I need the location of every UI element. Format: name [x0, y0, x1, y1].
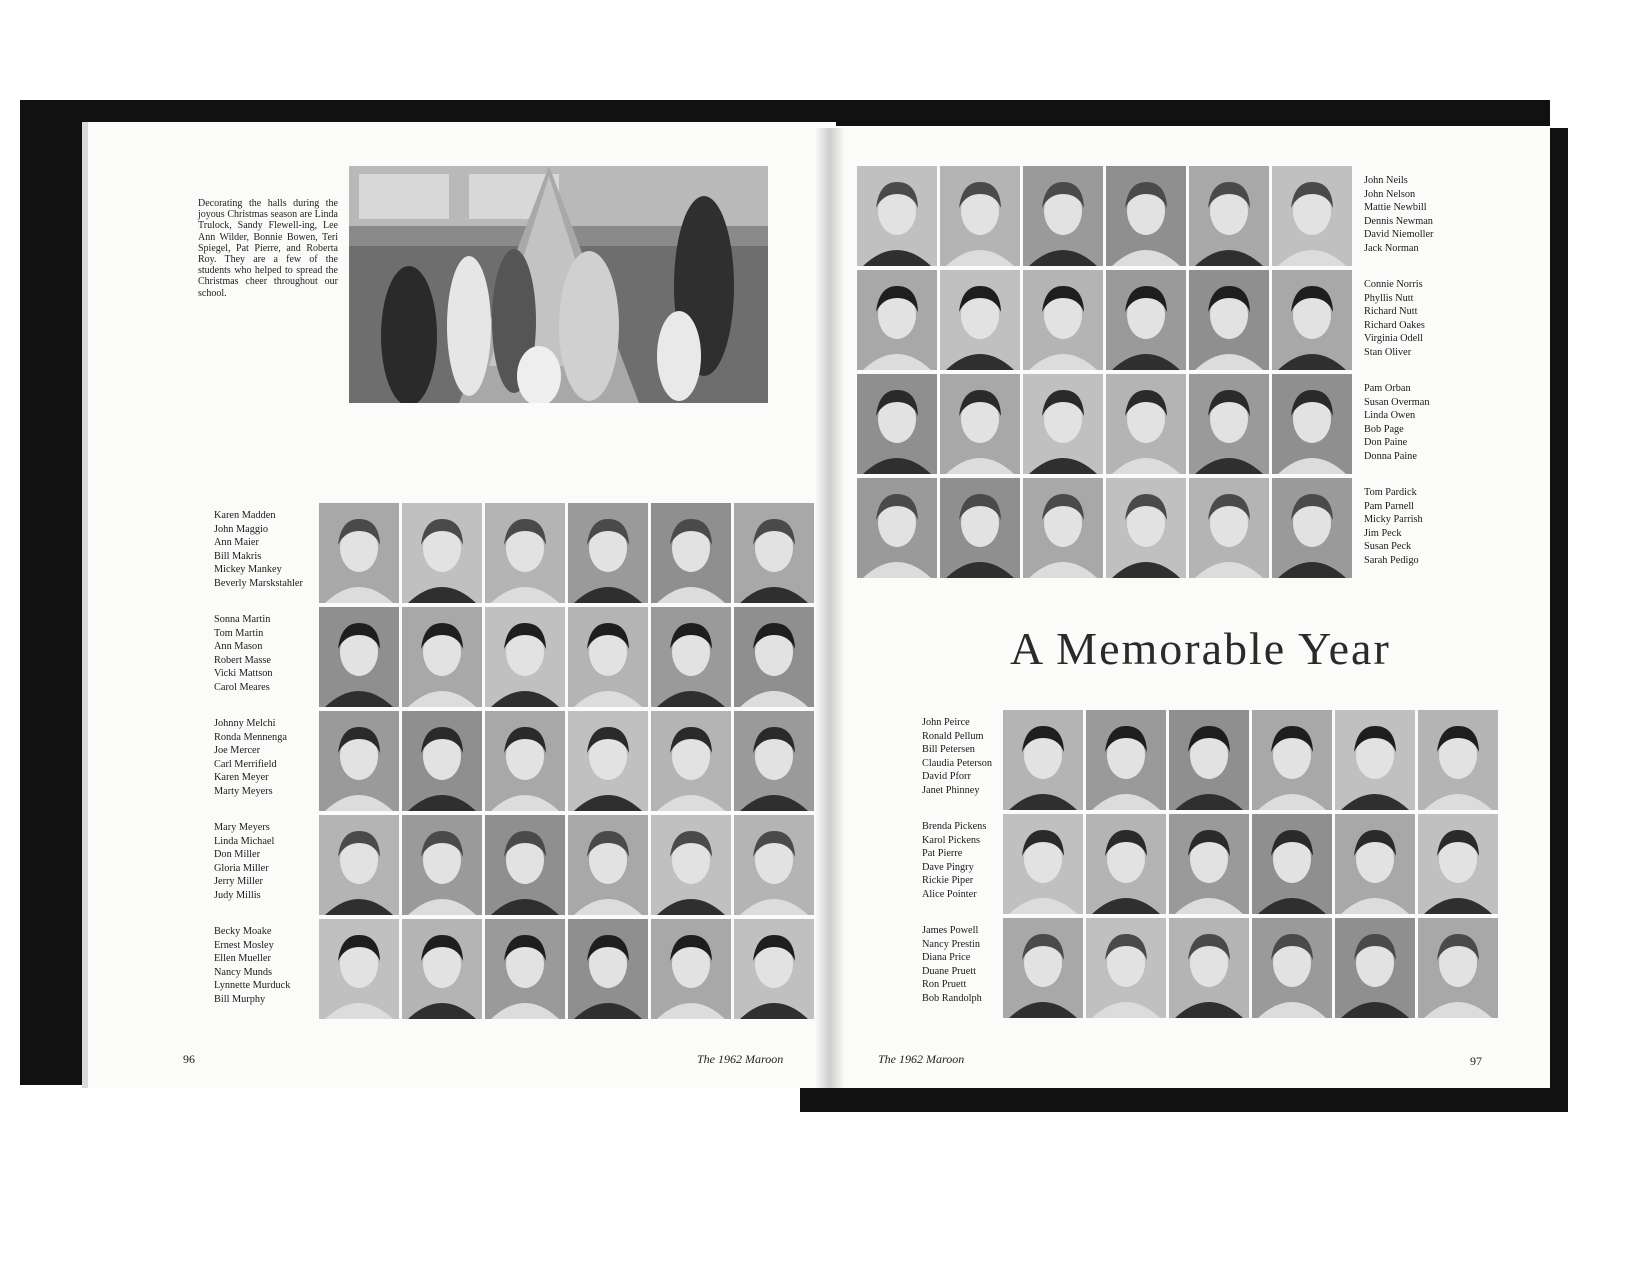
- student-portrait: [485, 503, 565, 603]
- student-portrait: [651, 503, 731, 603]
- student-portrait: [402, 711, 482, 811]
- student-name: Pat Pierre: [922, 848, 963, 860]
- student-name: Don Paine: [1364, 437, 1408, 449]
- left-names-row-3: [214, 717, 287, 799]
- student-name: Nancy Prestin: [922, 938, 981, 950]
- student-name: David Niemoller: [1364, 229, 1434, 241]
- student-portrait: [651, 815, 731, 915]
- student-name: John Peirce: [922, 717, 970, 728]
- student-portrait: [734, 919, 814, 1019]
- student-name: Vicki Mattson: [214, 668, 273, 680]
- student-portrait: [485, 815, 565, 915]
- student-portrait: [734, 503, 814, 603]
- right-top-portrait-row-1: [857, 166, 1352, 266]
- student-portrait: [402, 815, 482, 915]
- student-portrait: [1106, 270, 1186, 370]
- student-portrait: [1418, 918, 1498, 1018]
- right-top-portrait-row-3: [857, 374, 1352, 474]
- left-portrait-row-3: [319, 711, 814, 811]
- footer-right: The 1962 Maroon: [878, 1052, 965, 1066]
- student-name: Susan Overman: [1364, 396, 1430, 408]
- right-top-names-row-2: [1364, 278, 1425, 360]
- left-portrait-row-1: [319, 503, 814, 603]
- student-name: Beverly Marskstahler: [214, 577, 303, 589]
- student-portrait: [1272, 374, 1352, 474]
- student-portrait: [651, 711, 731, 811]
- student-portrait: [1418, 710, 1498, 810]
- right-top-names-row-1: [1364, 174, 1433, 256]
- student-name: Judy Millis: [214, 889, 261, 901]
- left-portrait-row-2: [319, 607, 814, 707]
- student-portrait: [1086, 814, 1166, 914]
- student-name: Ellen Mueller: [214, 953, 271, 965]
- student-portrait: [1169, 814, 1249, 914]
- student-name: Becky Moake: [214, 926, 272, 937]
- student-portrait: [1189, 166, 1269, 266]
- student-portrait: [1003, 814, 1083, 914]
- student-name: Alice Pointer: [922, 888, 977, 900]
- student-portrait: [319, 503, 399, 603]
- student-portrait: [485, 711, 565, 811]
- student-name: Diana Price: [922, 952, 971, 964]
- student-portrait: [1272, 166, 1352, 266]
- student-portrait: [734, 607, 814, 707]
- student-portrait: [568, 503, 648, 603]
- student-name: Sarah Pedigo: [1364, 554, 1419, 566]
- student-name: Dave Pingry: [922, 861, 974, 873]
- student-name: David Pforr: [922, 771, 971, 783]
- student-name: Linda Michael: [214, 835, 275, 847]
- student-name: Connie Norris: [1364, 279, 1423, 290]
- student-name: Tom Pardick: [1364, 487, 1417, 498]
- student-name: Virginia Odell: [1364, 333, 1423, 345]
- student-portrait: [1023, 374, 1103, 474]
- right-bottom-names-row-1: [922, 716, 992, 798]
- section-heading: A Memorable Year: [1010, 623, 1391, 674]
- student-name: Pam Parnell: [1364, 500, 1415, 512]
- student-name: Ron Pruett: [922, 979, 967, 991]
- student-name: Bob Randolph: [922, 992, 982, 1004]
- student-portrait: [1169, 710, 1249, 810]
- right-bottom-portrait-row-2: [1003, 814, 1498, 914]
- student-portrait: [734, 815, 814, 915]
- student-name: Richard Nutt: [1364, 306, 1418, 318]
- student-portrait: [1335, 918, 1415, 1018]
- student-name: Brenda Pickens: [922, 821, 987, 832]
- student-portrait: [1003, 918, 1083, 1018]
- student-portrait: [319, 815, 399, 915]
- student-name: Karen Meyer: [214, 772, 269, 784]
- student-portrait: [1023, 478, 1103, 578]
- student-portrait: [734, 711, 814, 811]
- student-portrait: [1086, 918, 1166, 1018]
- footer-left: The 1962 Maroon: [697, 1052, 784, 1066]
- student-name: Bill Makris: [214, 550, 262, 562]
- scan-border-right: [1550, 128, 1568, 1112]
- student-portrait: [651, 919, 731, 1019]
- student-name: Ronda Mennenga: [214, 731, 287, 743]
- student-name: Joe Mercer: [214, 745, 261, 757]
- student-name: Janet Phinney: [922, 784, 980, 796]
- student-portrait: [568, 607, 648, 707]
- student-name: Karen Madden: [214, 510, 276, 521]
- student-portrait: [1272, 270, 1352, 370]
- student-name: Susan Peck: [1364, 541, 1412, 553]
- student-name: Donna Paine: [1364, 450, 1417, 462]
- gutter-shadow: [815, 128, 845, 1088]
- student-portrait: [1169, 918, 1249, 1018]
- left-names-row-1: [214, 509, 303, 591]
- right-bottom-portrait-row-3: [1003, 918, 1498, 1018]
- christmas-tree-photo: [349, 166, 768, 403]
- student-portrait: [485, 919, 565, 1019]
- page-number-right: 97: [1470, 1054, 1482, 1068]
- student-name: Don Miller: [214, 849, 261, 861]
- student-portrait: [1335, 814, 1415, 914]
- student-portrait: [651, 607, 731, 707]
- student-portrait: [1003, 710, 1083, 810]
- scan-border-left: [20, 100, 82, 1085]
- student-name: Mattie Newbill: [1364, 202, 1427, 214]
- student-portrait: [857, 478, 937, 578]
- student-name: Stan Oliver: [1364, 346, 1412, 358]
- student-portrait: [1252, 918, 1332, 1018]
- student-name: Carol Meares: [214, 681, 270, 693]
- student-name: Bill Murphy: [214, 993, 266, 1005]
- student-name: Micky Parrish: [1364, 514, 1423, 526]
- page-number-left: 96: [183, 1052, 195, 1066]
- student-name: Jerry Miller: [214, 876, 263, 888]
- student-portrait: [402, 607, 482, 707]
- student-name: Ronald Pellum: [922, 730, 984, 742]
- student-portrait: [1023, 166, 1103, 266]
- student-name: Sonna Martin: [214, 614, 271, 625]
- student-name: Rickie Piper: [922, 875, 974, 887]
- student-portrait: [568, 815, 648, 915]
- right-top-portrait-row-4: [857, 478, 1352, 578]
- student-portrait: [857, 166, 937, 266]
- student-name: Duane Pruett: [922, 965, 977, 977]
- student-portrait: [1086, 710, 1166, 810]
- student-name: Ernest Mosley: [214, 939, 274, 951]
- student-portrait: [857, 374, 937, 474]
- student-name: Richard Oakes: [1364, 319, 1425, 331]
- student-portrait: [402, 503, 482, 603]
- student-portrait: [1335, 710, 1415, 810]
- scan-border-bottom: [800, 1088, 1550, 1112]
- student-portrait: [1252, 710, 1332, 810]
- student-portrait: [319, 711, 399, 811]
- student-portrait: [1106, 166, 1186, 266]
- student-name: Marty Meyers: [214, 785, 273, 797]
- student-name: Johnny Melchi: [214, 718, 276, 729]
- student-name: Ann Mason: [214, 641, 263, 653]
- left-portrait-row-5: [319, 919, 814, 1019]
- student-name: Linda Owen: [1364, 410, 1416, 422]
- student-portrait: [1023, 270, 1103, 370]
- student-portrait: [319, 607, 399, 707]
- left-names-row-2: [214, 613, 273, 695]
- right-bottom-names-row-3: [922, 924, 982, 1006]
- student-name: Tom Martin: [214, 627, 264, 639]
- student-portrait: [857, 270, 937, 370]
- student-name: Bob Page: [1364, 423, 1404, 435]
- student-portrait: [568, 919, 648, 1019]
- student-portrait: [1189, 478, 1269, 578]
- student-name: Carl Merrifield: [214, 758, 277, 770]
- student-name: Mary Meyers: [214, 822, 270, 833]
- student-name: Lynnette Murduck: [214, 980, 291, 992]
- student-name: John Nelson: [1364, 188, 1416, 200]
- student-name: Robert Masse: [214, 654, 271, 666]
- right-bottom-names-row-2: [922, 820, 986, 902]
- right-bottom-portrait-row-1: [1003, 710, 1498, 810]
- student-portrait: [1272, 478, 1352, 578]
- student-name: Jack Norman: [1364, 242, 1419, 254]
- right-top-portrait-row-2: [857, 270, 1352, 370]
- left-names-row-5: [214, 925, 290, 1007]
- student-portrait: [1189, 374, 1269, 474]
- student-portrait: [319, 919, 399, 1019]
- student-portrait: [485, 607, 565, 707]
- student-portrait: [1418, 814, 1498, 914]
- student-portrait: [402, 919, 482, 1019]
- left-portrait-row-4: [319, 815, 814, 915]
- student-portrait: [940, 374, 1020, 474]
- right-top-names-row-4: [1364, 486, 1423, 568]
- student-name: Karol Pickens: [922, 834, 981, 846]
- student-name: Nancy Munds: [214, 966, 273, 978]
- student-name: Phyllis Nutt: [1364, 292, 1414, 304]
- student-name: John Maggio: [214, 523, 269, 535]
- student-portrait: [1106, 374, 1186, 474]
- student-portrait: [1189, 270, 1269, 370]
- student-portrait: [1106, 478, 1186, 578]
- student-portrait: [568, 711, 648, 811]
- student-portrait: [940, 166, 1020, 266]
- student-name: James Powell: [922, 925, 979, 936]
- student-portrait: [940, 478, 1020, 578]
- student-portrait: [1252, 814, 1332, 914]
- student-name: Jim Peck: [1364, 527, 1402, 539]
- student-name: Claudia Peterson: [922, 757, 993, 769]
- student-name: Dennis Newman: [1364, 215, 1433, 227]
- student-name: Pam Orban: [1364, 383, 1411, 394]
- student-name: Ann Maier: [214, 537, 259, 549]
- right-top-names-row-3: [1364, 382, 1430, 464]
- student-name: Mickey Mankey: [214, 564, 282, 576]
- photo-caption: Decorating the halls during the joyous Christmas season are Linda Trulock, Sandy Flewell-ing, Lee Ann Wilder, Bonnie Bowen, Teri Spiegel, Pat Pierre, and Roberta Roy. They are a few of the students who helped to spread the Christmas cheer throughout our school.: [198, 198, 338, 299]
- student-name: Bill Petersen: [922, 744, 975, 756]
- student-name: Gloria Miller: [214, 862, 269, 874]
- student-name: John Neils: [1364, 175, 1408, 186]
- student-portrait: [940, 270, 1020, 370]
- left-names-row-4: [214, 821, 274, 903]
